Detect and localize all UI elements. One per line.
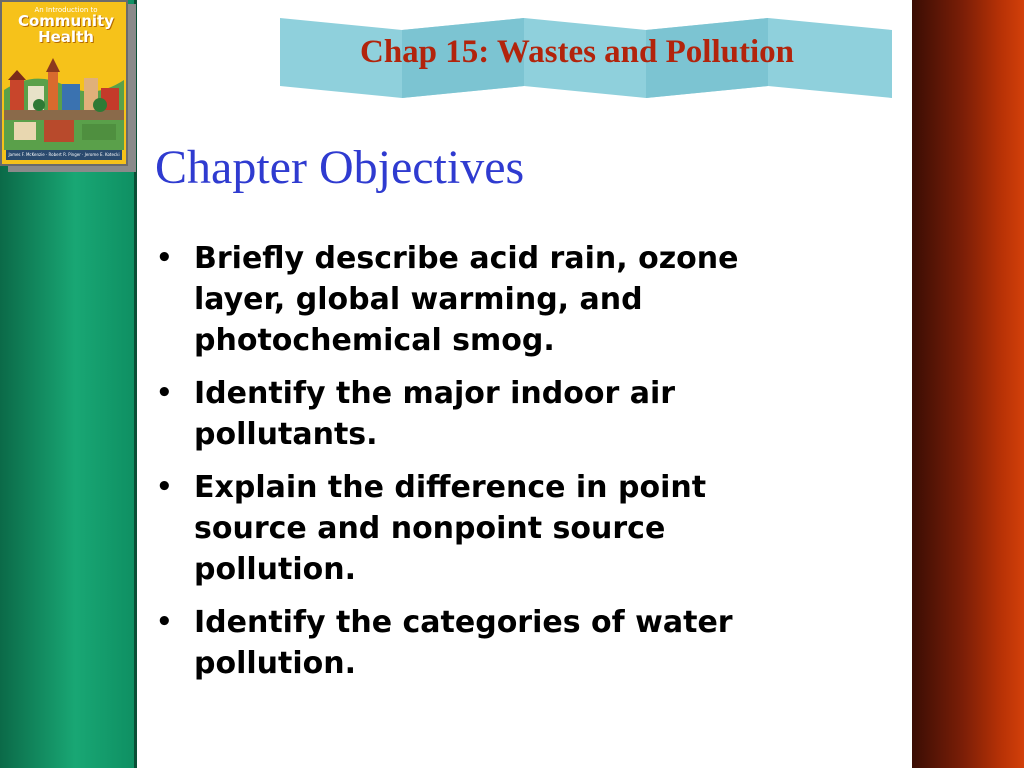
objectives-list xyxy=(156,238,826,696)
right-decorative-band xyxy=(912,0,1024,768)
bullet-icon: • xyxy=(156,472,173,502)
cover-title-line2: Health xyxy=(38,28,94,47)
slide-heading: Chapter Objectives xyxy=(155,141,525,194)
bullet-icon: • xyxy=(156,378,173,408)
cover-town-illustration xyxy=(4,50,124,150)
objective-text: Identify the major indoor air pollutants. xyxy=(194,376,676,452)
objective-item xyxy=(156,602,826,684)
cover-authors: James F. McKenzie · Robert R. Pinger · Jerome E. Kotecki xyxy=(6,150,122,160)
cover-title xyxy=(7,7,125,46)
objective-item xyxy=(156,467,826,590)
banner-title: Chap 15: Wastes and Pollution xyxy=(360,34,794,70)
cover-subtitle: An Introduction to xyxy=(34,6,98,14)
objective-item xyxy=(156,373,826,455)
objective-text: Briefly describe acid rain, ozone layer, global warming, and photochemical smog. xyxy=(194,241,739,358)
objective-item xyxy=(156,238,826,361)
objective-text: Identify the categories of water pollution. xyxy=(194,605,733,681)
objective-text: Explain the difference in point source and nonpoint source pollution. xyxy=(194,470,707,587)
bullet-icon: • xyxy=(156,607,173,637)
book-cover xyxy=(0,0,128,166)
cover-title-line1: Community xyxy=(17,12,115,31)
bullet-icon: • xyxy=(156,243,173,273)
